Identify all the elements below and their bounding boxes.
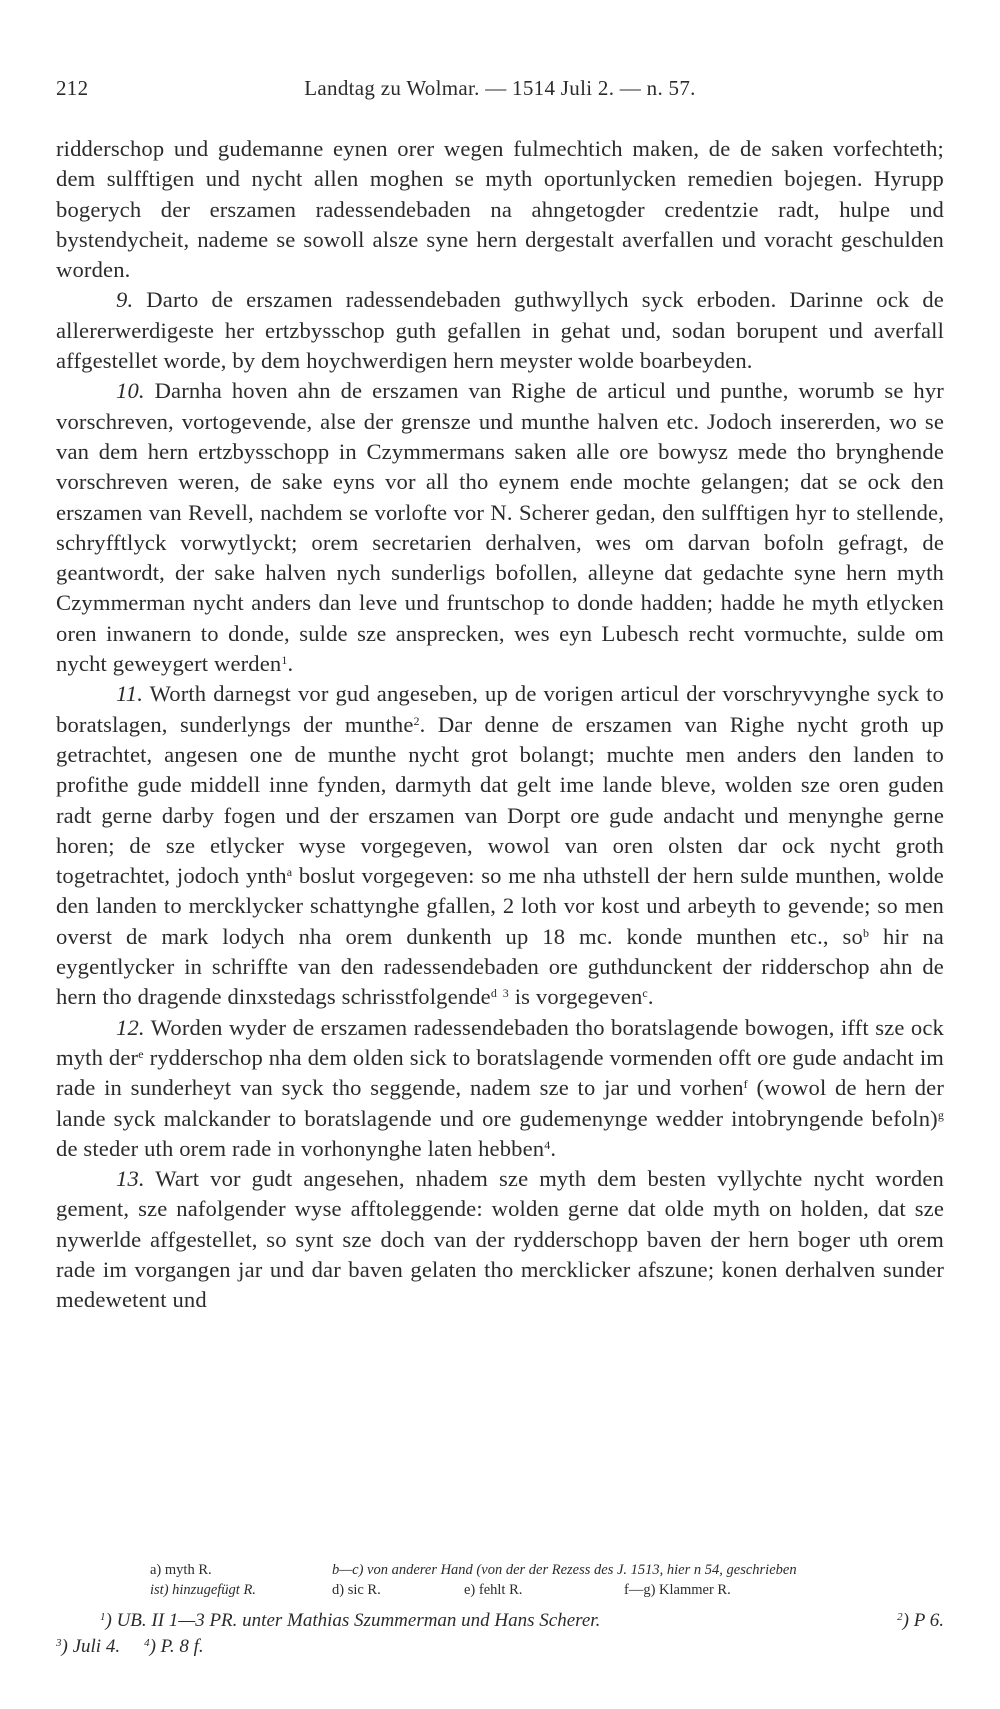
page-number: 212: [56, 76, 89, 100]
variant-ref: e: [138, 1046, 144, 1061]
footnote-row: [56, 1608, 944, 1634]
running-title: Landtag zu Wolmar. — 1514 Juli 2. — n. 57.: [304, 76, 696, 100]
apparatus-note-bc-cont: ist) hinzugefügt R.: [150, 1582, 256, 1598]
paragraph-number: 13.: [116, 1166, 145, 1192]
main-text: [56, 134, 944, 1316]
paragraph-9: 9. Darto de erszamen radessendebaden guthwyllych syck erboden. Darinne ock de allererwerdigeste her ertzbysschop guth gefallen in gehat und, sodan borupent und averfall affgestellet worde, by dem hoychwerdigen hern meyster wolde boarbeyden.: [56, 287, 944, 374]
footnote-ref: 4: [544, 1137, 551, 1152]
apparatus-note-a: a) myth R.: [150, 1562, 212, 1578]
footnotes: [56, 1608, 944, 1660]
footnote-2: $^2$) P 6.: [897, 1610, 944, 1631]
apparatus-note-bc: b—c) von anderer Hand (von der der Rezess des J. 1513, hier n 54, geschrieben: [332, 1562, 797, 1578]
apparatus-row: [150, 1580, 930, 1600]
variant-ref: b: [862, 925, 870, 940]
variant-ref: c: [642, 986, 648, 1001]
paragraph-number: 12.: [116, 1014, 145, 1040]
variant-ref: g: [937, 1107, 944, 1122]
footnote-row: [56, 1634, 944, 1660]
paragraph-11: 11. Worth darnegst vor gud angeseben, up de vorigen articul der vorschryvynghe syck to boratslagen, sunderlyngs der munthe$^2$. Dar denne de erszamen van Righe nycht groth up getrachtet, angesen one de munthe nycht grot bolangt; muchte men anders den landen to profithe gude middell inne fynden, darmyth dat gelt ime lande bleve, wolden sze oren guden radt gerne darby fogen und der erszamen van Dorpt ore gude andacht und menynghe gerne horen; de sze etlycker wyse vorgegeven, wowol van oren olsten dar ock nycht groth togetrachtet, jodoch ynth$^a$ boslut vorgegeven: so me nha uthstell der hern sulde munthen, wolde den landen to mercklycker schattynghe gfallen, 2 loth vor kost und arbeyth to gevende; so men overst de mark lodych nha orem dunkenth up 18 mc. konde munthen etc., $so^b$ hir na eygentlycker in schriffte van den radessendebaden ore guthdunckent der ridderschop ahn de hern tho dragende dinxstedags schrisstfolgende$^d$ $^3$ is vorgegeven$^c$.: [56, 681, 945, 1010]
footnote-ref: 1: [281, 653, 288, 668]
page-header: [56, 76, 944, 106]
paragraph-number: 11.: [116, 681, 144, 707]
variant-ref: f: [743, 1077, 748, 1092]
variant-ref: a: [286, 865, 293, 880]
apparatus-row: [150, 1560, 930, 1580]
paragraph-number: 9.: [116, 287, 134, 313]
apparatus-note-fg: f—g) Klammer R.: [624, 1582, 731, 1598]
footnote-3: $^3$) Juli 4.: [56, 1636, 121, 1657]
apparatus-note-e: e) fehlt R.: [464, 1582, 523, 1598]
paragraph-13: 13. Wart vor gudt angesehen, nhadem sze myth dem besten vyllychte nycht worden gement, sze nafolgender wyse afftoleggende: wolden gerne dat olde myth on holden, dat sze nywerlde affgestellet, so synt sze doch van der rydderschopp baven der hern boger uth orem rade im vorgangen jar und dar baven gelaten tho mercklicker afszune; konen derhalven sunder medewetent und: [56, 1166, 944, 1313]
paragraph-10: 10. Darnha hoven ahn de erszamen van Righe de articul und punthe, worumb se hyr vorschreven, vortogevende, alse der grensze und munthe halven etc. Jodoch insererden, wo se van dem hern ertzbysschopp in Czymmermans saken alle ore bowysz mede tho brynghende vorschreven weren, de sake eyns vor all tho eynem ende mochte gelangen; dat se ock den erszamen van Revell, nachdem se vorlofte vor N. Scherer gedan, den sulfftigen hyr to stellende, schryfftlyck vorwytlyckt; orem secretarien derhalven, wes om darvan bofoln gefragt, de geantwordt, der sake halven nych sunderligs bofollen, alleyne dat gedachte syne hern myth Czymmerman nycht anders dan leve und fruntschop to donde hadden; hadde he myth etlycken oren inwanern to donde, sulde sze ansprecken, wes eyn Lubesch recht vormuchte, sulde om nycht geweygert werden$^1$.: [56, 378, 944, 677]
paragraph-number: 10.: [116, 378, 145, 404]
footnote-1: $^1$) UB. II 1—3 PR. unter Mathias Szummerman und Hans Scherer.: [100, 1610, 601, 1631]
critical-apparatus: [150, 1560, 930, 1600]
apparatus-note-d: d) sic R.: [332, 1582, 381, 1598]
footnote-ref: 2: [413, 713, 420, 728]
variant-ref: d: [490, 986, 497, 1001]
paragraph: ridderschop und gudemanne eynen orer wegen fulmechtich maken, de de saken vorfechteth; dem sulfftigen und nycht allen moghen se myth oportunlycken remedien bojegen. Hyrupp bogerych der erszamen radessendebaden na ahngetogder credentzie radt, hulpe und bystendycheit, nademe se sowoll alsze syne hern dergestalt averfallen und voracht geschulden worden.: [56, 136, 944, 283]
footnote-4: $^4$) P. 8 f.: [144, 1636, 204, 1657]
footnote-ref: 3: [502, 986, 509, 1001]
paragraph-12: 12. Worden wyder de erszamen radessendebaden tho boratslagende bowogen, ifft sze ock myth der$^e$ rydderschop nha dem olden sick to boratslagende vormenden offt ore gude andacht im rade in sunderheyt van syck tho seggende, nadem sze to jar und vorhen$^f$ (wowol de hern der lande syck malckander to boratslagende und ore gudemenynge wedder intobryngende befoln)$^g$ de steder uth orem rade in vorhonynghe laten hebben$^4$.: [56, 1014, 944, 1161]
